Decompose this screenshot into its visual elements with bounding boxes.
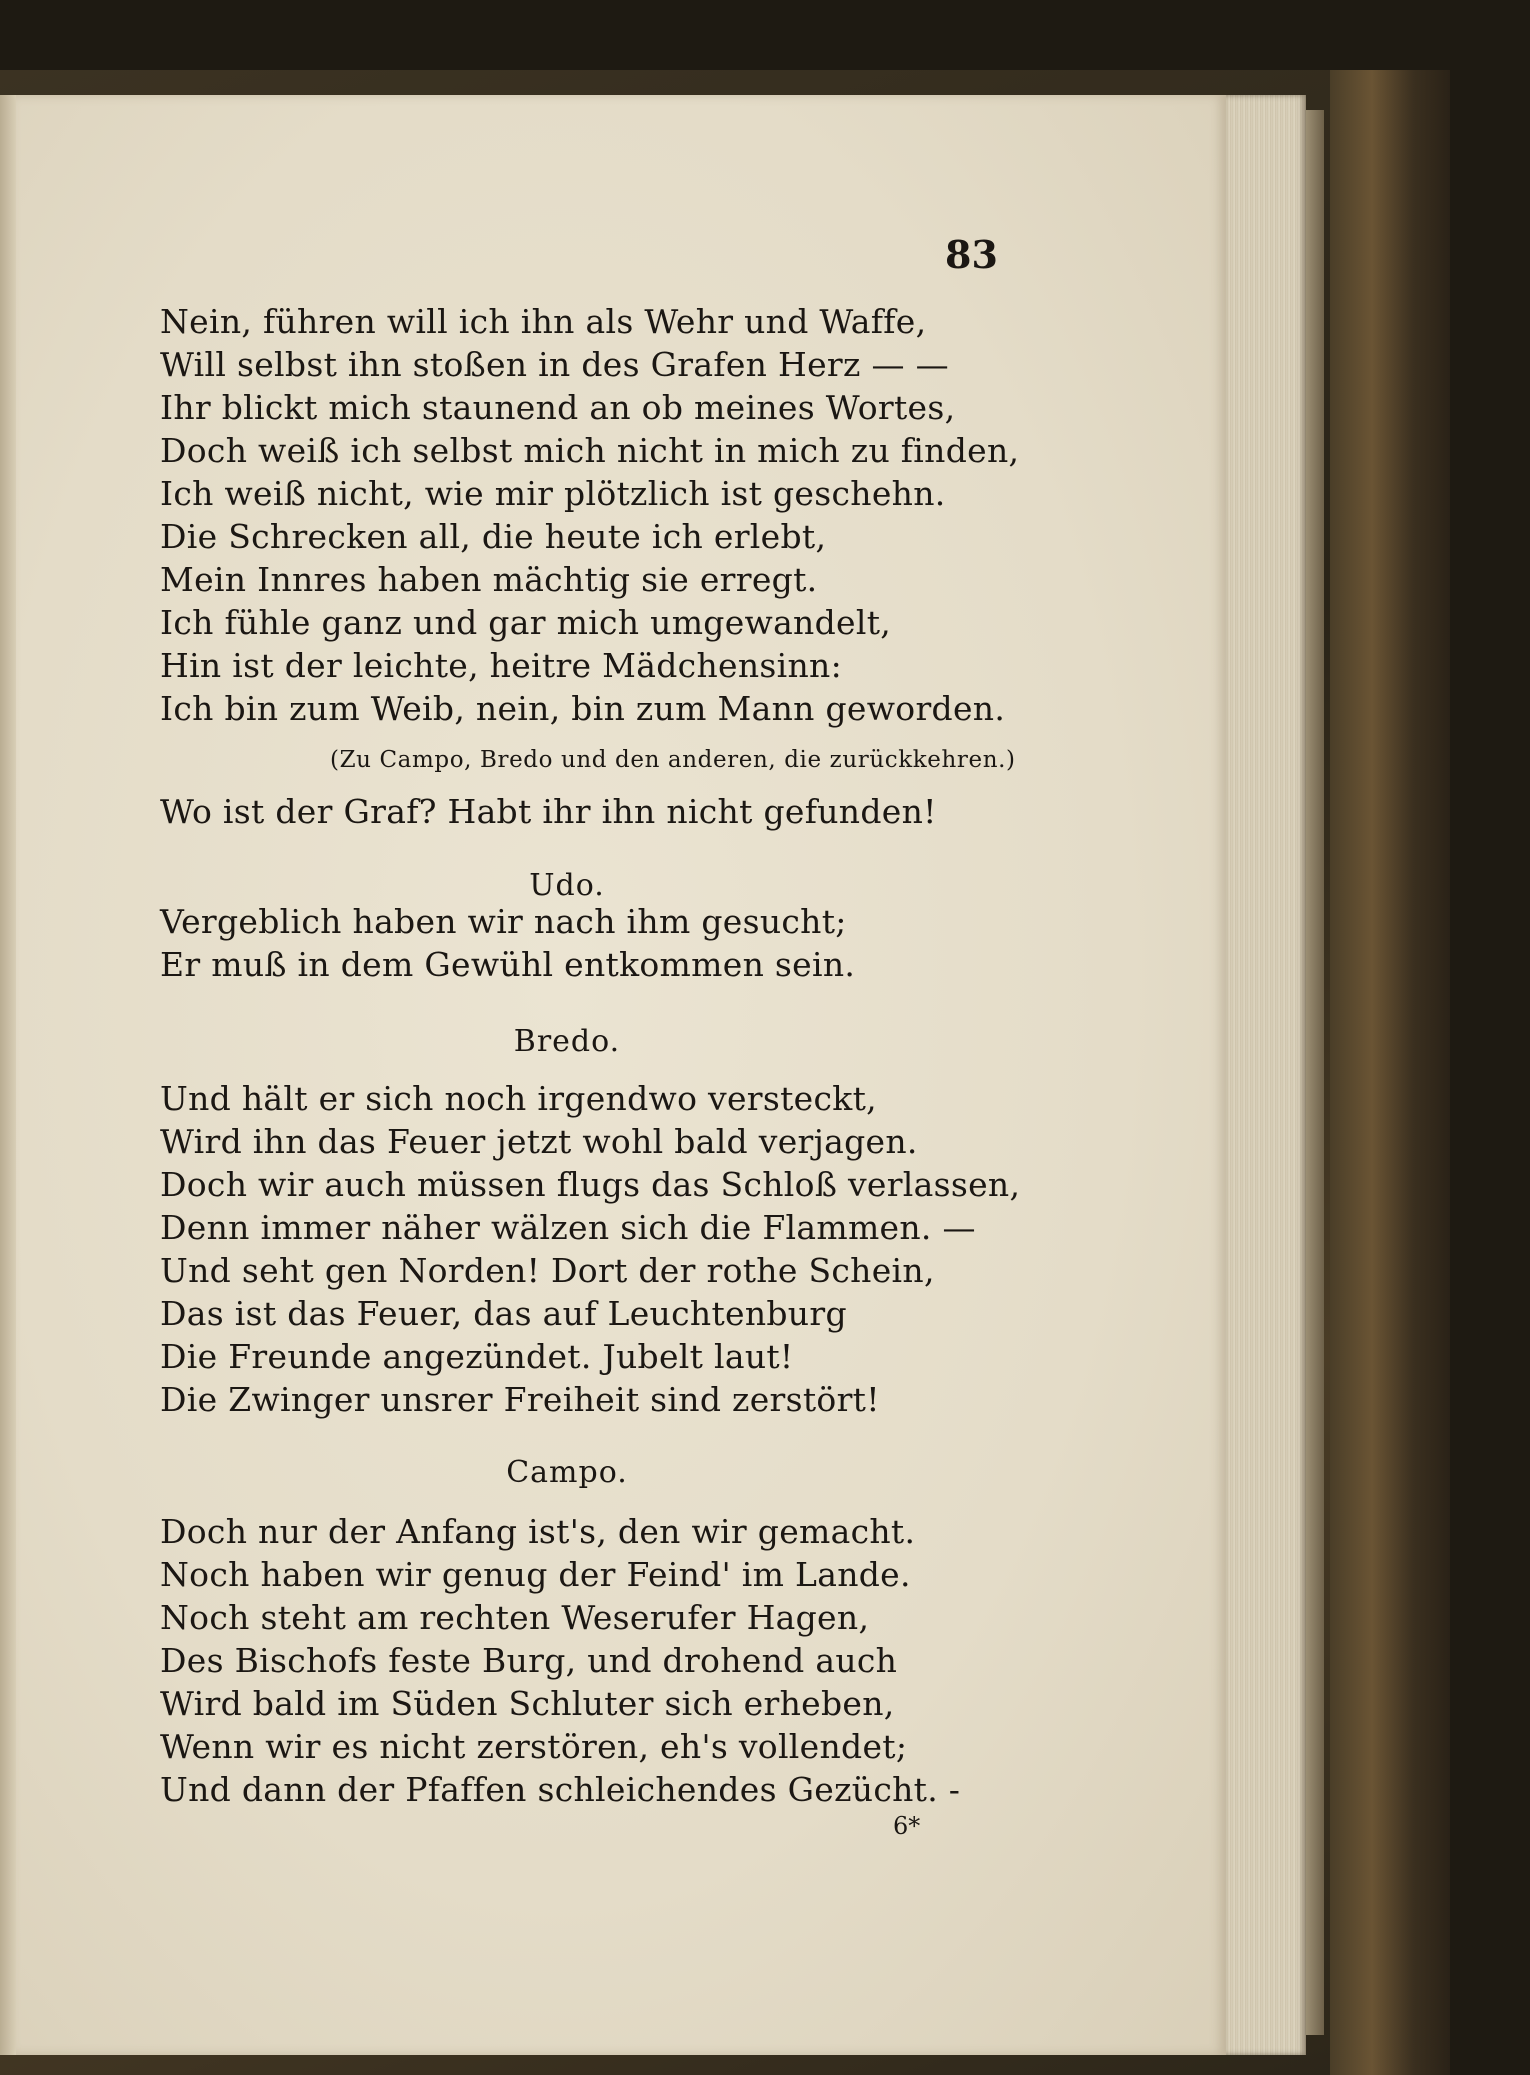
verse-line: Wenn wir es nicht zerstören, eh's vollendet;	[160, 1727, 908, 1766]
verse-line: Will selbst ihn stoßen in des Grafen Herz — —	[160, 345, 949, 384]
verse-line: Des Bischofs feste Burg, und drohend auch	[160, 1641, 898, 1680]
verse-line: Die Zwinger unsrer Freiheit sind zerstört!	[160, 1380, 880, 1419]
page-stack-shadow	[1306, 110, 1324, 2035]
verse-line: Vergeblich haben wir nach ihm gesucht;	[160, 902, 847, 941]
stage-direction: (Zu Campo, Bredo und den anderen, die zurückkehren.)	[330, 747, 1016, 773]
speaker-name-bredo: Bredo.	[513, 1024, 621, 1059]
verse-line: Noch steht am rechten Weserufer Hagen,	[160, 1598, 870, 1637]
verse-line: Und seht gen Norden! Dort der rothe Schein,	[160, 1251, 935, 1290]
verse-line: Doch wir auch müssen flugs das Schloß verlassen,	[160, 1165, 1021, 1204]
verse-block-4	[160, 1077, 1020, 1421]
verse-line: Und hält er sich noch irgendwo versteckt,	[160, 1079, 877, 1118]
verse-line: Noch haben wir genug der Feind' im Lande.	[160, 1555, 911, 1594]
verse-line: Doch nur der Anfang ist's, den wir gemacht.	[160, 1512, 916, 1551]
verse-line: Denn immer näher wälzen sich die Flammen. —	[160, 1208, 976, 1247]
verse-line: Das ist das Feuer, das auf Leuchtenburg	[160, 1294, 847, 1333]
book-binding	[1330, 70, 1450, 2075]
verse-line: Ich weiß nicht, wie mir plötzlich ist geschehn.	[160, 474, 946, 513]
verse-block-5	[160, 1510, 960, 1811]
verse-block-3	[160, 900, 855, 986]
verse-line: Ihr blickt mich staunend an ob meines Wortes,	[160, 388, 956, 427]
verse-line: Ich bin zum Weib, nein, bin zum Mann geworden.	[160, 689, 1006, 728]
verse-line: Die Freunde angezündet. Jubelt laut!	[160, 1337, 794, 1376]
facing-page-edge	[0, 95, 16, 2055]
page-number: 83	[945, 232, 998, 277]
verse-block-2	[160, 790, 937, 833]
verse-line: Ich fühle ganz und gar mich umgewandelt,	[160, 603, 892, 642]
verse-line: Wo ist der Graf? Habt ihr ihn nicht gefunden!	[160, 792, 937, 831]
page-stack-edges	[1226, 95, 1306, 2055]
speaker-name-campo: Campo.	[506, 1455, 628, 1490]
verse-line: Hin ist der leichte, heitre Mädchensinn:	[160, 646, 842, 685]
speaker-name-udo: Udo.	[529, 868, 605, 903]
verse-line: Er muß in dem Gewühl entkommen sein.	[160, 945, 856, 984]
verse-line: Mein Innres haben mächtig sie erregt.	[160, 560, 818, 599]
signature-mark: 6*	[893, 1812, 921, 1840]
verse-line: Wird ihn das Feuer jetzt wohl bald verjagen.	[160, 1122, 918, 1161]
verse-line: Die Schrecken all, die heute ich erlebt,	[160, 517, 827, 556]
verse-line: Nein, führen will ich ihn als Wehr und Waffe,	[160, 302, 927, 341]
verse-line: Und dann der Pfaffen schleichendes Gezücht. -	[160, 1770, 961, 1809]
verse-line: Doch weiß ich selbst mich nicht in mich zu finden,	[160, 431, 1020, 470]
verse-line: Wird bald im Süden Schluter sich erheben,	[160, 1684, 895, 1723]
verse-block-1	[160, 300, 1019, 730]
